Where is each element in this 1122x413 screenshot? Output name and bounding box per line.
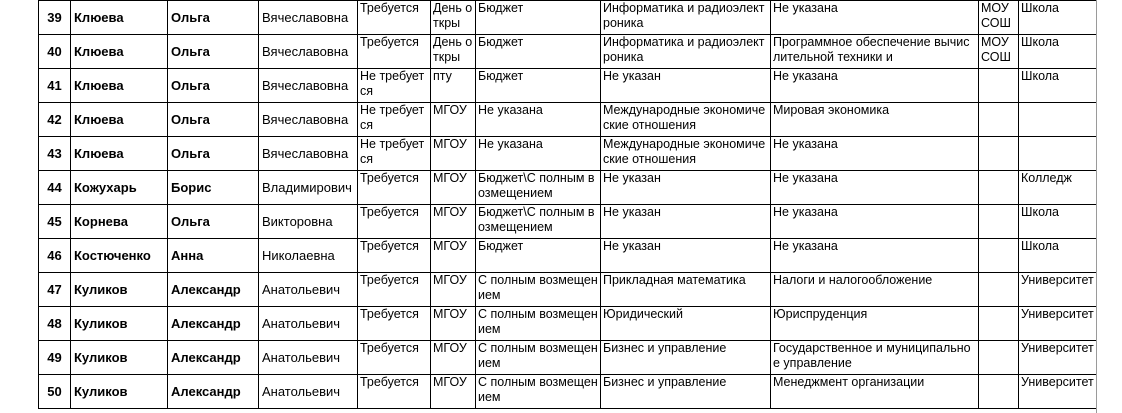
funding-cell[interactable]: [476, 1, 601, 35]
school-cell[interactable]: [979, 239, 1019, 273]
cell-text: Александр: [171, 384, 241, 399]
last-name-cell[interactable]: [71, 205, 168, 239]
funding-cell[interactable]: [476, 137, 601, 171]
cell-text: Не требуется: [360, 103, 425, 132]
cell-text: Не указана: [773, 205, 838, 219]
row-number-cell[interactable]: [39, 35, 71, 69]
specialty-cell[interactable]: [771, 69, 979, 103]
institution-type-cell[interactable]: [1019, 35, 1097, 69]
cell-text: Вячеславовна: [262, 146, 349, 161]
school-cell[interactable]: [979, 307, 1019, 341]
first-name-cell[interactable]: [168, 205, 259, 239]
cell-text: Ольга: [171, 146, 210, 161]
cell-text: 42: [47, 112, 62, 127]
faculty-cell[interactable]: [601, 375, 771, 409]
faculty-cell[interactable]: [601, 171, 771, 205]
cell-text: МГОУ: [433, 171, 467, 185]
cell-text: МОУ СОШ: [981, 1, 1011, 30]
cell-text: Ольга: [171, 214, 210, 229]
last-name-cell[interactable]: [71, 35, 168, 69]
cell-text: Требуется: [360, 35, 419, 49]
cell-text: Международные экономические отношения: [603, 103, 766, 132]
cell-text: С полным возмещением: [478, 273, 598, 302]
institution-type-cell[interactable]: [1019, 375, 1097, 409]
table-row: [39, 35, 1097, 69]
cell-text: Вячеславовна: [262, 44, 349, 59]
cell-text: Школа: [1021, 1, 1059, 15]
data-table: [38, 0, 1096, 409]
school-cell[interactable]: [979, 205, 1019, 239]
sheet-edge: [1096, 0, 1097, 413]
hostel-cell[interactable]: [358, 1, 431, 35]
institution-type-cell[interactable]: [1019, 341, 1097, 375]
cell-text: Школа: [1021, 239, 1059, 253]
cell-text: Не указана: [773, 69, 838, 83]
cell-text: Корнева: [74, 214, 128, 229]
faculty-cell[interactable]: [601, 341, 771, 375]
table-row: [39, 205, 1097, 239]
cell-text: Колледж: [1021, 171, 1072, 185]
cell-text: 39: [47, 10, 62, 25]
cell-text: 40: [47, 44, 62, 59]
school-cell[interactable]: [979, 273, 1019, 307]
middle-name-cell[interactable]: [259, 103, 358, 137]
cell-text: Бюджет: [478, 239, 524, 253]
last-name-cell[interactable]: [71, 307, 168, 341]
hostel-cell[interactable]: [358, 137, 431, 171]
middle-name-cell[interactable]: [259, 341, 358, 375]
cell-text: Школа: [1021, 35, 1059, 49]
cell-text: Не указан: [603, 205, 661, 219]
hostel-cell[interactable]: [358, 273, 431, 307]
cell-text: МГОУ: [433, 103, 467, 117]
source-cell[interactable]: [431, 103, 476, 137]
row-number-cell[interactable]: [39, 273, 71, 307]
hostel-cell[interactable]: [358, 205, 431, 239]
middle-name-cell[interactable]: [259, 1, 358, 35]
cell-text: С полным возмещением: [478, 375, 598, 404]
cell-text: Александр: [171, 350, 241, 365]
row-number-cell[interactable]: [39, 69, 71, 103]
table-row: [39, 103, 1097, 137]
hostel-cell[interactable]: [358, 307, 431, 341]
cell-text: Программное обеспечение вычислительной техники и: [773, 35, 970, 64]
cell-text: Не указан: [603, 239, 661, 253]
first-name-cell[interactable]: [168, 1, 259, 35]
cell-text: МГОУ: [433, 341, 467, 355]
specialty-cell[interactable]: [771, 205, 979, 239]
cell-text: МГОУ: [433, 239, 467, 253]
faculty-cell[interactable]: [601, 1, 771, 35]
school-cell[interactable]: [979, 103, 1019, 137]
cell-text: Не указана: [773, 171, 838, 185]
cell-text: Не указана: [773, 137, 838, 151]
cell-text: 45: [47, 214, 62, 229]
source-cell[interactable]: [431, 205, 476, 239]
cell-text: Университет: [1021, 307, 1094, 321]
cell-text: Бюджет\С полным возмещением: [478, 205, 595, 234]
cell-text: Требуется: [360, 239, 419, 253]
cell-text: Требуется: [360, 1, 419, 15]
specialty-cell[interactable]: [771, 307, 979, 341]
funding-cell[interactable]: [476, 35, 601, 69]
cell-text: День откры: [433, 35, 473, 64]
cell-text: Ольга: [171, 44, 210, 59]
cell-text: Не требуется: [360, 137, 425, 166]
funding-cell[interactable]: [476, 103, 601, 137]
middle-name-cell[interactable]: [259, 307, 358, 341]
faculty-cell[interactable]: [601, 69, 771, 103]
last-name-cell[interactable]: [71, 341, 168, 375]
row-number-cell[interactable]: [39, 103, 71, 137]
cell-text: Ольга: [171, 78, 210, 93]
middle-name-cell[interactable]: [259, 239, 358, 273]
school-cell[interactable]: [979, 69, 1019, 103]
specialty-cell[interactable]: [771, 171, 979, 205]
table-row: [39, 69, 1097, 103]
faculty-cell[interactable]: [601, 239, 771, 273]
first-name-cell[interactable]: [168, 375, 259, 409]
hostel-cell[interactable]: [358, 103, 431, 137]
cell-text: Менеджмент организации: [773, 375, 925, 389]
cell-text: Университет: [1021, 375, 1094, 389]
spreadsheet: [38, 0, 1096, 413]
specialty-cell[interactable]: [771, 239, 979, 273]
cell-text: Прикладная математика: [603, 273, 746, 287]
cell-text: Куликов: [74, 316, 128, 331]
cell-text: Бизнес и управление: [603, 341, 727, 355]
cell-text: Костюченко: [74, 248, 151, 263]
last-name-cell[interactable]: [71, 273, 168, 307]
school-cell[interactable]: [979, 137, 1019, 171]
cell-text: Борис: [171, 180, 212, 195]
first-name-cell[interactable]: [168, 69, 259, 103]
cell-text: Бизнес и управление: [603, 375, 727, 389]
cell-text: Государственное и муниципальное управление: [773, 341, 971, 370]
cell-text: Анатольевич: [262, 316, 341, 331]
source-cell[interactable]: [431, 307, 476, 341]
specialty-cell[interactable]: [771, 375, 979, 409]
cell-text: пту: [433, 69, 452, 83]
cell-text: Клюева: [74, 146, 124, 161]
cell-text: Юриспруденция: [773, 307, 868, 321]
source-cell[interactable]: [431, 1, 476, 35]
table-row: [39, 171, 1097, 205]
institution-type-cell[interactable]: [1019, 273, 1097, 307]
faculty-cell[interactable]: [601, 273, 771, 307]
hostel-cell[interactable]: [358, 35, 431, 69]
middle-name-cell[interactable]: [259, 69, 358, 103]
row-number-cell[interactable]: [39, 205, 71, 239]
middle-name-cell[interactable]: [259, 273, 358, 307]
cell-text: МОУ СОШ: [981, 35, 1011, 64]
cell-text: Университет: [1021, 341, 1094, 355]
funding-cell[interactable]: [476, 239, 601, 273]
middle-name-cell[interactable]: [259, 137, 358, 171]
source-cell[interactable]: [431, 273, 476, 307]
cell-text: МГОУ: [433, 273, 467, 287]
funding-cell[interactable]: [476, 205, 601, 239]
cell-text: Клюева: [74, 10, 124, 25]
institution-type-cell[interactable]: [1019, 69, 1097, 103]
source-cell[interactable]: [431, 35, 476, 69]
cell-text: Кожухарь: [74, 180, 137, 195]
row-number-cell[interactable]: [39, 341, 71, 375]
cell-text: Николаевна: [262, 248, 335, 263]
cell-text: Не указана: [478, 137, 543, 151]
first-name-cell[interactable]: [168, 137, 259, 171]
institution-type-cell[interactable]: [1019, 103, 1097, 137]
last-name-cell[interactable]: [71, 137, 168, 171]
cell-text: Анатольевич: [262, 282, 341, 297]
source-cell[interactable]: [431, 137, 476, 171]
cell-text: Бюджет: [478, 69, 524, 83]
cell-text: Требуется: [360, 375, 419, 389]
table-row: [39, 1, 1097, 35]
cell-text: Куликов: [74, 384, 128, 399]
middle-name-cell[interactable]: [259, 205, 358, 239]
cell-text: МГОУ: [433, 307, 467, 321]
specialty-cell[interactable]: [771, 137, 979, 171]
table-row: [39, 307, 1097, 341]
source-cell[interactable]: [431, 341, 476, 375]
cell-text: Вячеславовна: [262, 10, 349, 25]
cell-text: 47: [47, 282, 62, 297]
cell-text: 49: [47, 350, 62, 365]
last-name-cell[interactable]: [71, 103, 168, 137]
school-cell[interactable]: [979, 171, 1019, 205]
funding-cell[interactable]: [476, 171, 601, 205]
specialty-cell[interactable]: [771, 1, 979, 35]
institution-type-cell[interactable]: [1019, 239, 1097, 273]
cell-text: МГОУ: [433, 205, 467, 219]
table-row: [39, 341, 1097, 375]
cell-text: 43: [47, 146, 62, 161]
institution-type-cell[interactable]: [1019, 205, 1097, 239]
middle-name-cell[interactable]: [259, 171, 358, 205]
cell-text: 44: [47, 180, 62, 195]
cell-text: Бюджет: [478, 35, 524, 49]
first-name-cell[interactable]: [168, 307, 259, 341]
faculty-cell[interactable]: [601, 35, 771, 69]
cell-text: Требуется: [360, 171, 419, 185]
specialty-cell[interactable]: [771, 273, 979, 307]
cell-text: Требуется: [360, 307, 419, 321]
first-name-cell[interactable]: [168, 171, 259, 205]
cell-text: Клюева: [74, 112, 124, 127]
cell-text: Международные экономические отношения: [603, 137, 766, 166]
institution-type-cell[interactable]: [1019, 1, 1097, 35]
cell-text: Клюева: [74, 44, 124, 59]
middle-name-cell[interactable]: [259, 375, 358, 409]
hostel-cell[interactable]: [358, 69, 431, 103]
source-cell[interactable]: [431, 239, 476, 273]
table-row: [39, 137, 1097, 171]
funding-cell[interactable]: [476, 341, 601, 375]
hostel-cell[interactable]: [358, 239, 431, 273]
cell-text: Анатольевич: [262, 384, 341, 399]
source-cell[interactable]: [431, 69, 476, 103]
row-number-cell[interactable]: [39, 137, 71, 171]
cell-text: Клюева: [74, 78, 124, 93]
faculty-cell[interactable]: [601, 103, 771, 137]
cell-text: Куликов: [74, 350, 128, 365]
cell-text: Информатика и радиоэлектроника: [603, 35, 765, 64]
funding-cell[interactable]: [476, 273, 601, 307]
school-cell[interactable]: [979, 35, 1019, 69]
row-number-cell[interactable]: [39, 171, 71, 205]
cell-text: Требуется: [360, 273, 419, 287]
cell-text: Анатольевич: [262, 350, 341, 365]
cell-text: Не указана: [773, 239, 838, 253]
first-name-cell[interactable]: [168, 341, 259, 375]
cell-text: Не указана: [478, 103, 543, 117]
last-name-cell[interactable]: [71, 171, 168, 205]
cell-text: МГОУ: [433, 137, 467, 151]
institution-type-cell[interactable]: [1019, 137, 1097, 171]
last-name-cell[interactable]: [71, 239, 168, 273]
cell-text: С полным возмещением: [478, 307, 598, 336]
hostel-cell[interactable]: [358, 375, 431, 409]
cell-text: Информатика и радиоэлектроника: [603, 1, 765, 30]
cell-text: День откры: [433, 1, 473, 30]
institution-type-cell[interactable]: [1019, 171, 1097, 205]
cell-text: Вячеславовна: [262, 78, 349, 93]
cell-text: Вячеславовна: [262, 112, 349, 127]
specialty-cell[interactable]: [771, 341, 979, 375]
source-cell[interactable]: [431, 171, 476, 205]
table-row: [39, 239, 1097, 273]
cell-text: Мировая экономика: [773, 103, 890, 117]
cell-text: Анна: [171, 248, 204, 263]
table-row: [39, 273, 1097, 307]
cell-text: Юридический: [603, 307, 683, 321]
faculty-cell[interactable]: [601, 205, 771, 239]
cell-text: Школа: [1021, 205, 1059, 219]
cell-text: Бюджет\С полным возмещением: [478, 171, 595, 200]
cell-text: Александр: [171, 282, 241, 297]
cell-text: Бюджет: [478, 1, 524, 15]
funding-cell[interactable]: [476, 307, 601, 341]
first-name-cell[interactable]: [168, 239, 259, 273]
cell-text: МГОУ: [433, 375, 467, 389]
last-name-cell[interactable]: [71, 375, 168, 409]
cell-text: 46: [47, 248, 62, 263]
row-number-cell[interactable]: [39, 239, 71, 273]
cell-text: Требуется: [360, 205, 419, 219]
cell-text: С полным возмещением: [478, 341, 598, 370]
specialty-cell[interactable]: [771, 35, 979, 69]
last-name-cell[interactable]: [71, 1, 168, 35]
cell-text: Не указан: [603, 69, 661, 83]
hostel-cell[interactable]: [358, 341, 431, 375]
cell-text: Требуется: [360, 341, 419, 355]
cell-text: Ольга: [171, 112, 210, 127]
cell-text: Ольга: [171, 10, 210, 25]
faculty-cell[interactable]: [601, 307, 771, 341]
cell-text: Викторовна: [262, 214, 333, 229]
last-name-cell[interactable]: [71, 69, 168, 103]
cell-text: Не требуется: [360, 69, 425, 98]
source-cell[interactable]: [431, 375, 476, 409]
cell-text: Владимирович: [262, 180, 352, 195]
cell-text: Куликов: [74, 282, 128, 297]
institution-type-cell[interactable]: [1019, 307, 1097, 341]
table-row: [39, 375, 1097, 409]
school-cell[interactable]: [979, 375, 1019, 409]
school-cell[interactable]: [979, 1, 1019, 35]
row-number-cell[interactable]: [39, 1, 71, 35]
cell-text: Университет: [1021, 273, 1094, 287]
first-name-cell[interactable]: [168, 273, 259, 307]
cell-text: Налоги и налогообложение: [773, 273, 933, 287]
row-number-cell[interactable]: [39, 375, 71, 409]
specialty-cell[interactable]: [771, 103, 979, 137]
first-name-cell[interactable]: [168, 103, 259, 137]
cell-text: 48: [47, 316, 62, 331]
funding-cell[interactable]: [476, 375, 601, 409]
school-cell[interactable]: [979, 341, 1019, 375]
hostel-cell[interactable]: [358, 171, 431, 205]
funding-cell[interactable]: [476, 69, 601, 103]
cell-text: Не указана: [773, 1, 838, 15]
row-number-cell[interactable]: [39, 307, 71, 341]
cell-text: Школа: [1021, 69, 1059, 83]
cell-text: Не указан: [603, 171, 661, 185]
first-name-cell[interactable]: [168, 35, 259, 69]
cell-text: Александр: [171, 316, 241, 331]
middle-name-cell[interactable]: [259, 35, 358, 69]
cell-text: 41: [47, 78, 62, 93]
faculty-cell[interactable]: [601, 137, 771, 171]
cell-text: 50: [47, 384, 62, 399]
